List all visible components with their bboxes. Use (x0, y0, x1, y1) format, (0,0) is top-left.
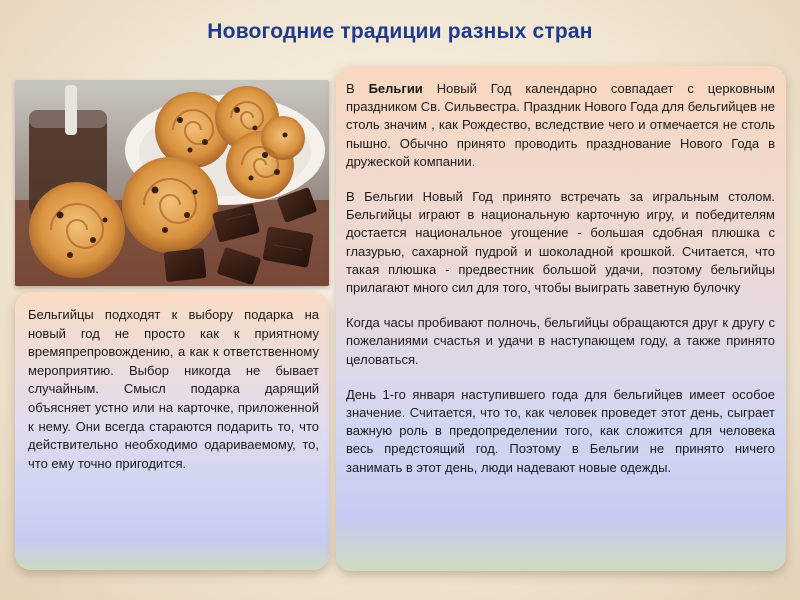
pastry-photo (15, 80, 329, 286)
gift-tradition-text: Бельгийцы подходят к выбору подарка на новый год не просто как к приятному времяпрепровождению, а как к ответственному мероприятию. Выбор никогда не бывает случайным. Смысл подарка дарящий объясняет устно или на карточке, приложенной к нему. Они всегда стараются подарить то, что действительно необходимо одариваемому, то, что ему точно пригодится. (28, 307, 319, 471)
paragraph-1-rest: Новый Год календарно совпадает с церковным праздником Св. Сильвестра. Праздник Нового Года для бельгийцев не столь значим , как Рождество, вследствие чего и отмечается не столь пышно. Обычно принято проводить празднование Нового Года в дружеской компании. (346, 81, 775, 169)
paragraph-1-prefix: В (346, 81, 369, 96)
gift-tradition-box (15, 292, 329, 570)
paragraph-4: День 1-го января наступившего года для бельгийцев имеет особое значение. Считается, что то, как человек проведет этот день, сыграет важную роль в предопределении того, как сложится для человека весь предстоящий год. Поэтому в Бельгии не принято ничего занимать в этот день, люди надевают новые одежды. (346, 386, 775, 475)
paragraph-3: Когда часы пробивают полночь, бельгийцы обращаются друг к другу с пожеланиями счастья и удачи в наступающем году, а также принято целоваться. (346, 315, 775, 367)
pastry-illustration (15, 80, 329, 286)
slide-title: Новогодние традиции разных стран (207, 20, 593, 43)
paragraph-1 (346, 80, 775, 171)
belgium-highlight: Бельгии (368, 81, 423, 96)
belgium-traditions-box (336, 66, 786, 571)
paragraph-2: В Бельгии Новый Год принято встречать за игральным столом. Бельгийцы играют в национальную карточную игру, и победителям достается национальное угощение - большая сдобная плюшка с глазурью, сахарной пудрой и шоколадной крошкой. Считается, что такая плюшка - предвестник большой удачи, поэтому бельгийцы прилагают много сил для того, чтобы выиграть заветную булочку (346, 189, 775, 296)
